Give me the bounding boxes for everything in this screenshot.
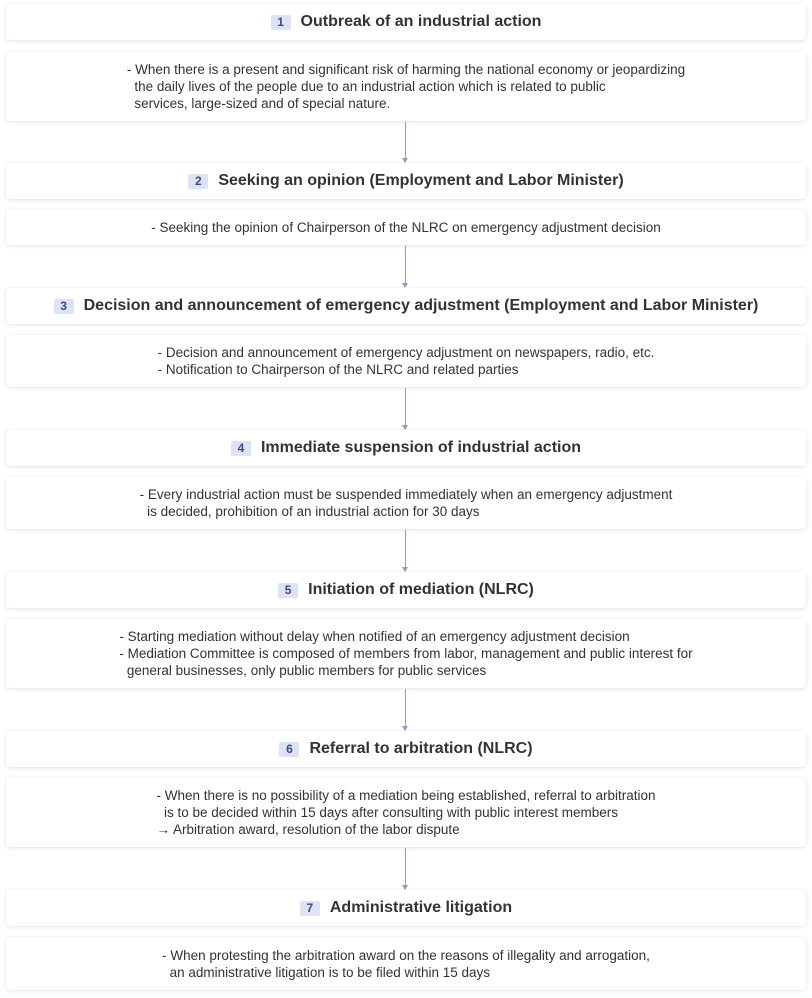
step-5-header	[6, 572, 806, 608]
step-title: Referral to arbitration (NLRC)	[309, 740, 533, 757]
step-2-description	[6, 210, 806, 245]
description-line: - Notification to Chairperson of the NLRC and related parties	[157, 362, 519, 377]
step-number-badge: 6	[279, 742, 299, 757]
step-title: Seeking an opinion (Employment and Labor Minister)	[218, 172, 624, 189]
description-line: an administrative litigation is to be filed within 15 days	[162, 964, 491, 980]
step-1-header	[6, 4, 806, 40]
step-title: Outbreak of an industrial action	[300, 13, 542, 30]
step-7-header	[6, 890, 806, 926]
step-2-header	[6, 163, 806, 199]
step-1-description	[6, 52, 806, 121]
description-line: - When there is a present and significant risk of harming the national economy or jeopardizing	[126, 62, 686, 77]
flow-arrow	[405, 122, 406, 162]
step-number-badge: 1	[271, 15, 291, 30]
description-line: - Decision and announcement of emergency adjustment on newspapers, radio, etc.	[157, 345, 655, 360]
step-4-description	[6, 477, 806, 529]
description-line: → Arbitration award, resolution of the labor dispute	[156, 822, 460, 837]
description-line: - When there is no possibility of a mediation being established, referral to arbitration	[156, 788, 656, 803]
step-7-description	[6, 937, 806, 990]
flow-arrow	[405, 848, 406, 889]
step-number-badge: 5	[278, 583, 298, 598]
step-title: Decision and announcement of emergency adjustment (Employment and Labor Minister)	[83, 297, 759, 314]
description-line: - When protesting the arbitration award on the reasons of illegality and arrogation,	[162, 947, 650, 963]
step-6-description	[6, 778, 806, 847]
step-3-header	[6, 288, 806, 324]
flow-arrow	[405, 246, 406, 287]
description-line: general businesses, only public members for public services	[119, 663, 487, 678]
step-6-header	[6, 731, 806, 767]
step-title: Initiation of mediation (NLRC)	[308, 581, 534, 598]
step-number-badge: 3	[54, 299, 74, 314]
step-4-header	[6, 430, 806, 466]
step-number-badge: 7	[300, 901, 320, 916]
description-line: - Starting mediation without delay when notified of an emergency adjustment decision	[119, 629, 630, 644]
step-3-description	[6, 335, 806, 387]
step-title: Administrative litigation	[329, 899, 513, 916]
step-5-description	[6, 619, 806, 688]
flow-arrow	[405, 530, 406, 571]
description-line: - Mediation Committee is composed of members from labor, management and public interest for	[119, 646, 693, 661]
description-line: the daily lives of the people due to an industrial action which is related to public	[126, 79, 606, 94]
step-number-badge: 2	[188, 174, 208, 189]
step-title: Immediate suspension of industrial action	[260, 439, 582, 456]
description-line: is decided, prohibition of an industrial action for 30 days	[139, 504, 480, 519]
description-line: services, large-sized and of special nature.	[126, 96, 391, 111]
flow-arrow	[405, 689, 406, 730]
description-line: is to be decided within 15 days after consulting with public interest members	[156, 805, 618, 820]
step-number-badge: 4	[231, 441, 251, 456]
description-line: - Every industrial action must be suspended immediately when an emergency adjustment	[139, 487, 673, 502]
flow-arrow	[405, 388, 406, 429]
description-line: - Seeking the opinion of Chairperson of the NLRC on emergency adjustment decision	[151, 220, 661, 235]
